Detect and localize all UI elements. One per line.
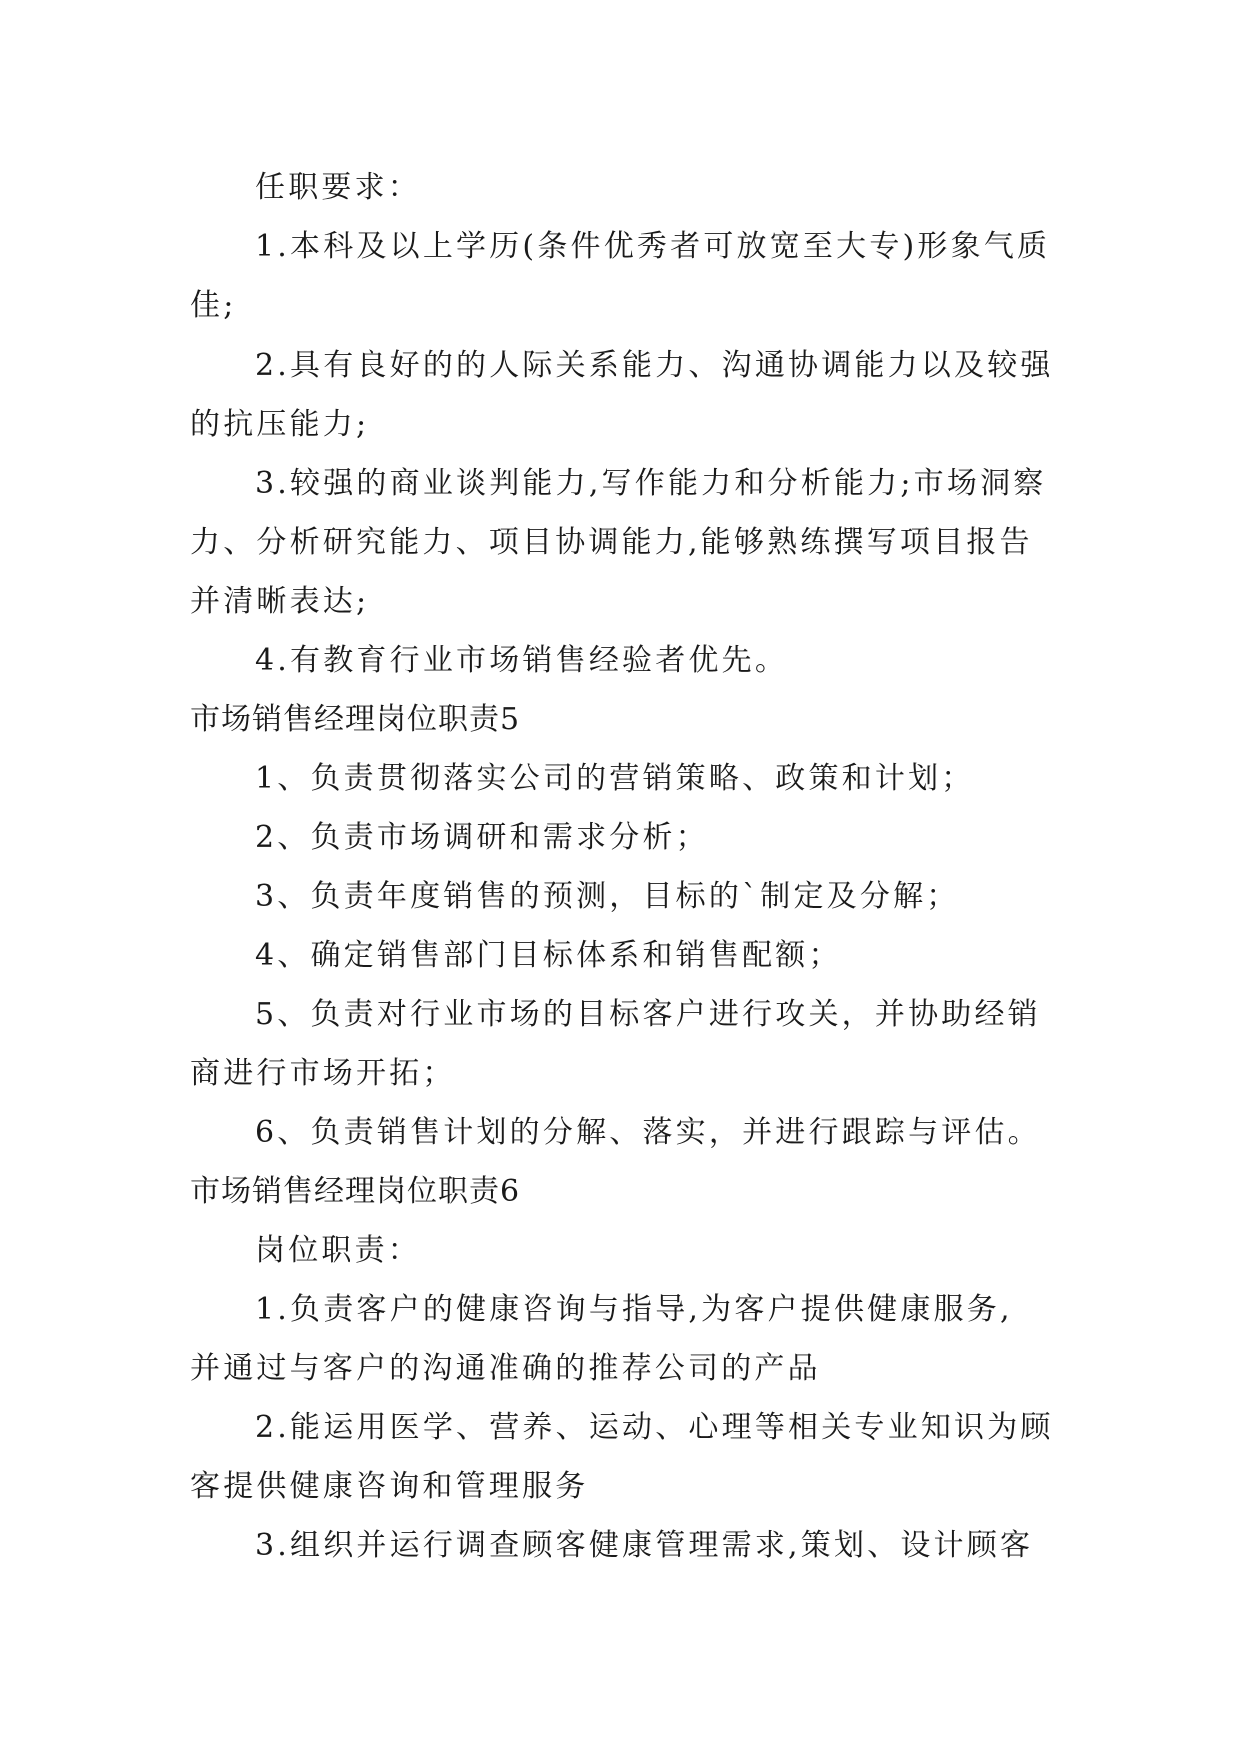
paragraph-line: 并通过与客户的沟通准确的推荐公司的产品: [190, 1351, 821, 1386]
paragraph-line: 岗位职责：: [255, 1233, 421, 1268]
paragraph-line: 4.有教育行业市场销售经验者优先。: [255, 643, 789, 678]
paragraph-line: 3.较强的商业谈判能力,写作能力和分析能力;市场洞察: [255, 466, 1047, 501]
section-heading: 市场销售经理岗位职责6: [190, 1174, 521, 1209]
paragraph-line: 3、负责年度销售的预测，目标的`制定及分解；: [255, 879, 960, 914]
paragraph-line: 任职要求：: [255, 170, 421, 205]
paragraph-line: 的抗压能力;: [190, 407, 370, 442]
paragraph-line: 客提供健康咨询和管理服务: [190, 1469, 589, 1504]
paragraph-line: 2.能运用医学、营养、运动、心理等相关专业知识为顾: [255, 1410, 1054, 1445]
paragraph-line: 1、负责贯彻落实公司的营销策略、政策和计划；: [255, 761, 975, 796]
paragraph-line: 1.本科及以上学历(条件优秀者可放宽至大专)形象气质: [255, 229, 1051, 264]
paragraph-line: 佳;: [190, 288, 237, 323]
paragraph-line: 商进行市场开拓；: [190, 1056, 456, 1091]
paragraph-line: 并清晰表达;: [190, 584, 370, 619]
paragraph-line: 1.负责客户的健康咨询与指导,为客户提供健康服务,: [255, 1292, 1013, 1327]
section-heading: 市场销售经理岗位职责5: [190, 702, 521, 737]
paragraph-line: 力、分析研究能力、项目协调能力,能够熟练撰写项目报告: [190, 525, 1033, 560]
paragraph-line: 5、负责对行业市场的目标客户进行攻关，并协助经销: [255, 997, 1041, 1032]
paragraph-line: 4、确定销售部门目标体系和销售配额；: [255, 938, 842, 973]
paragraph-line: 6、负责销售计划的分解、落实，并进行跟踪与评估。: [255, 1115, 1041, 1150]
paragraph-line: 3.组织并运行调查顾客健康管理需求,策划、设计顾客: [255, 1528, 1034, 1563]
paragraph-line: 2.具有良好的的人际关系能力、沟通协调能力以及较强: [255, 348, 1054, 383]
paragraph-line: 2、负责市场调研和需求分析；: [255, 820, 709, 855]
